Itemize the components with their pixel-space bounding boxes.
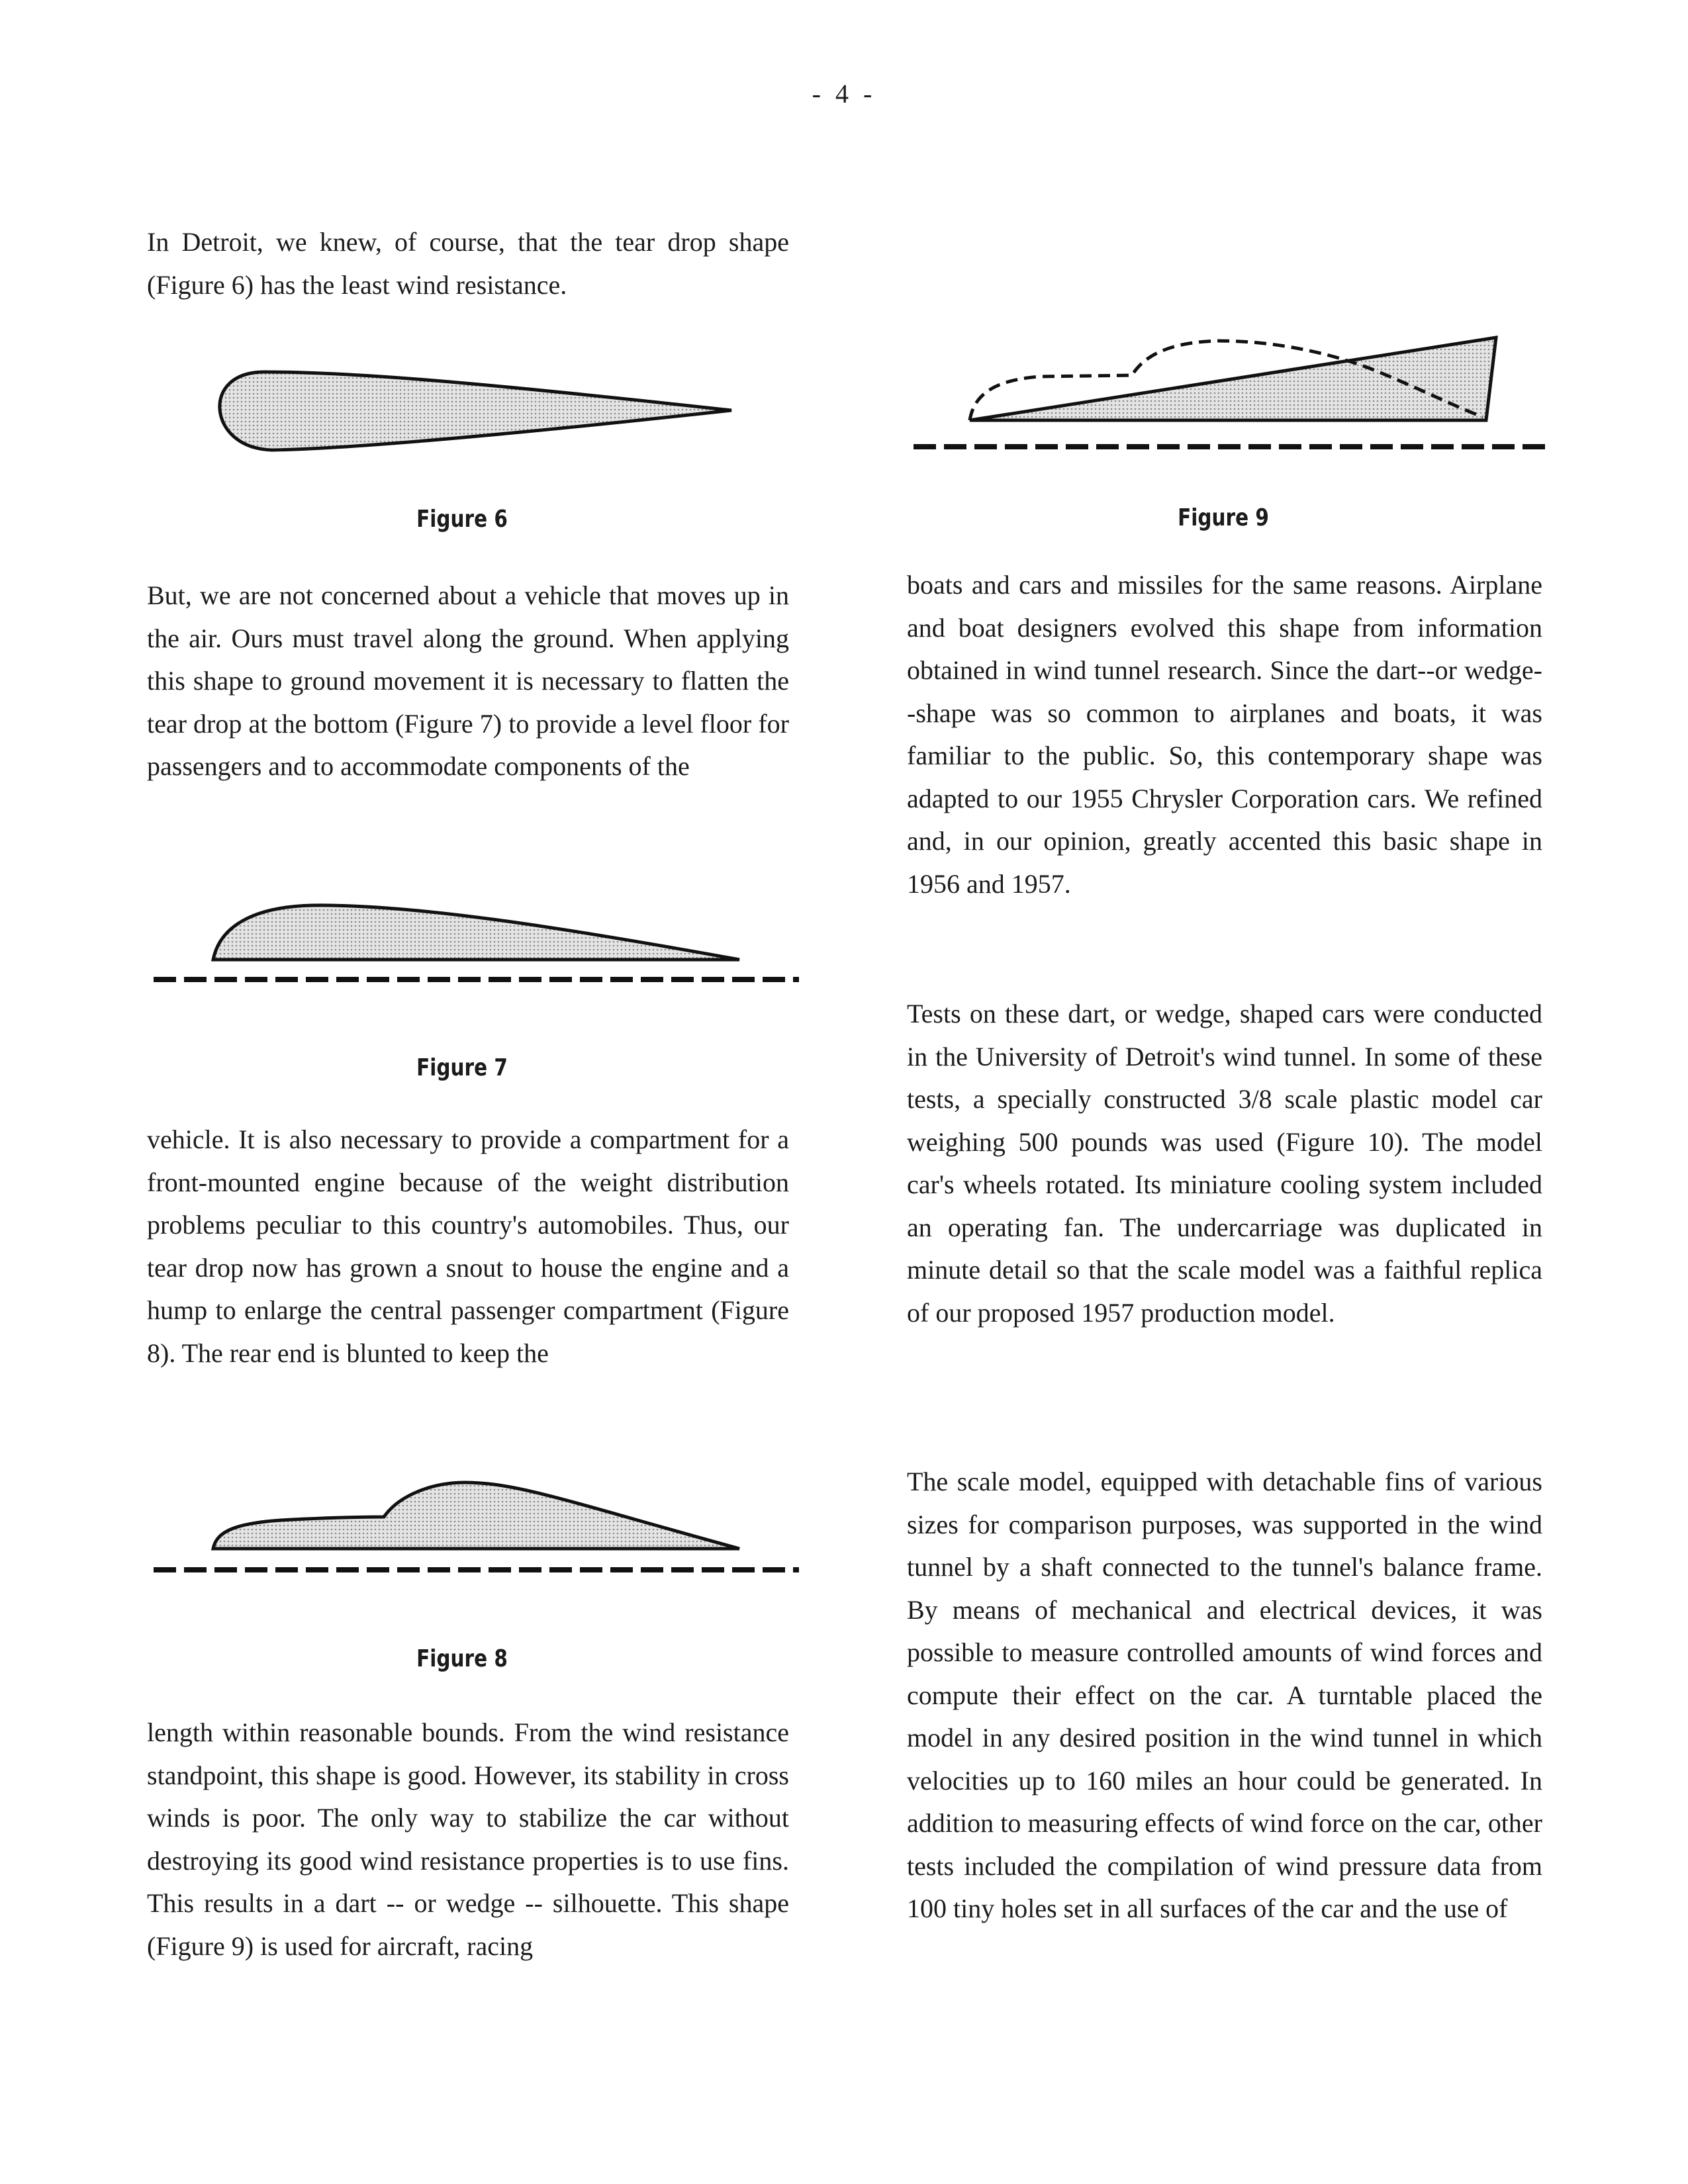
paragraph-scale-model: The scale model, equipped with detachable fins of various sizes for comparison purposes, was supported in the wind tunnel by a shaft connected to the tunnel's balance frame. By means of mechanical and electrical devices, it was possible to measure controlled amounts of wind forces and compute their effect on the car. A turntable placed the model in any desired position in the wind tunnel in which velocities up to 160 miles an hour could be generated. In addition to measuring effects of wind force on the car, other tests included the compilation of wind pressure data from 100 tiny holes set in all surfaces of the car and the use of — [907, 1467, 1542, 1923]
flattened-teardrop-shape — [213, 905, 739, 960]
paragraph-wedge-shape: boats and cars and missiles for the same reasons. Airplane and boat designers evolved this shape from information obtained in wind tunnel research. Since the dart--or wedge--shape was so common to airplanes and boats, it was familiar to the public. So, this contemporary shape was adapted to our 1955 Chrysler Corporation cars. We refined and, in our opinion, greatly accented this basic shape in 1956 and 1957. — [907, 570, 1542, 899]
figure-8-caption: Figure 8 — [416, 1645, 508, 1672]
paragraph-tear-drop: In Detroit, we knew, of course, that the tear drop shape (Figure 6) has the least wind resistance. — [147, 227, 789, 300]
figure-7-caption: Figure 7 — [416, 1054, 508, 1081]
figure-9-caption: Figure 9 — [1178, 504, 1269, 531]
left-paragraph-1 — [147, 221, 789, 306]
figure-6-teardrop — [212, 364, 741, 463]
left-paragraph-2 — [147, 574, 789, 788]
paragraph-engine-compartment: vehicle. It is also necessary to provide a compartment for a front-mounted engine because of the weight distribution problems peculiar to this country's automobiles. Thus, our tear drop now has grown a snout to house the engine and a hump to enlarge the central passenger compartment (Figure 8). The rear end is blunted to keep the — [147, 1124, 789, 1368]
right-paragraph-2 — [907, 993, 1542, 1334]
paragraph-wind-tunnel-tests: Tests on these dart, or wedge, shaped cars were conducted in the University of Detroit's wind tunnel. In some of these tests, a specially constructed 3/8 scale plastic model car weighing 500 pounds was used (Figure 10). The model car's wheels rotated. Its miniature cooling system included an operating fan. The undercarriage was duplicated in minute detail so that the scale model was a faithful replica of our proposed 1957 production model. — [907, 999, 1542, 1328]
wedge-shape — [970, 338, 1496, 420]
car-silhouette-shape — [213, 1482, 739, 1549]
paragraph-stability: length within reasonable bounds. From the wind resistance standpoint, this shape is good. However, its stability in cross winds is poor. The only way to stabilize the car without destroying its good wind resistance properties is to use fins. This results in a dart -- or wedge -- silhouette. This shape (Figure 9) is used for aircraft, racing — [147, 1717, 789, 1961]
page-number: - 4 - — [812, 79, 876, 109]
paragraph-ground-movement: But, we are not concerned about a vehicle that moves up in the air. Ours must travel along the ground. When applying this shape to ground movement it is necessary to flatten the tear drop at the bottom (Figure 7) to provide a level floor for passengers and to accommodate components of the — [147, 580, 789, 781]
right-paragraph-1 — [907, 564, 1542, 905]
left-paragraph-4 — [147, 1711, 789, 1968]
left-paragraph-3 — [147, 1118, 789, 1375]
figure-9-wedge — [907, 328, 1549, 460]
figure-8-car-silhouette — [147, 1456, 802, 1588]
teardrop-shape — [220, 372, 731, 450]
figure-6-caption: Figure 6 — [416, 506, 508, 533]
right-paragraph-3 — [907, 1461, 1542, 1931]
figure-7-flattened-teardrop — [147, 880, 802, 993]
